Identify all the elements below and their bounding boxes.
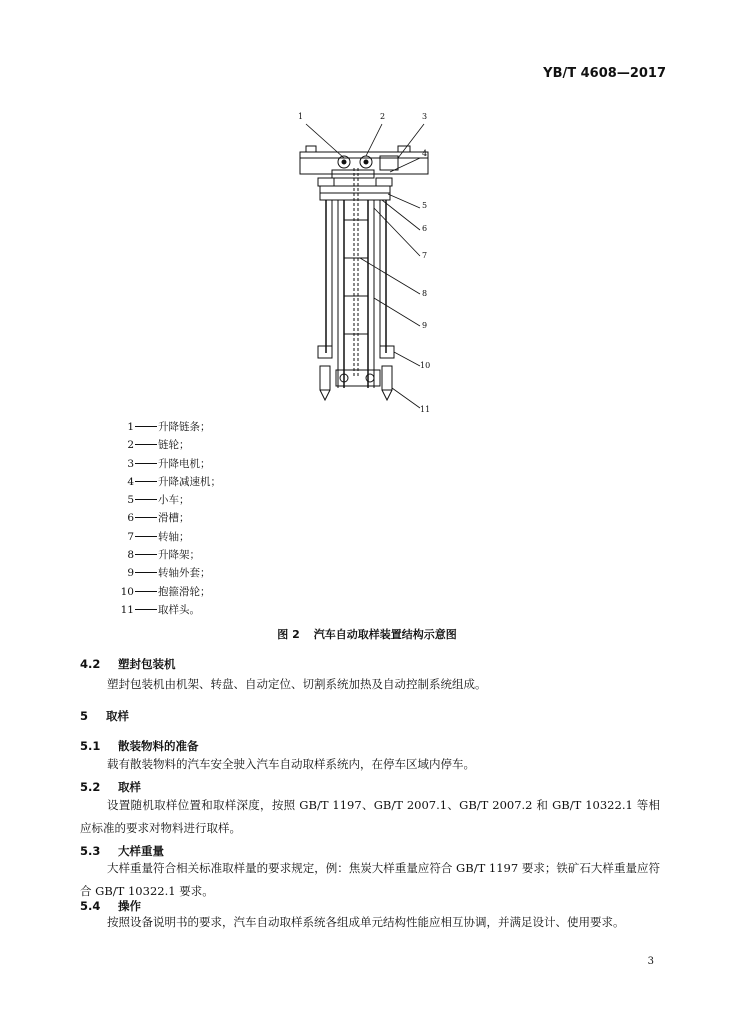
- sampling-device-diagram: [270, 108, 450, 418]
- callout-2: 2: [380, 112, 386, 121]
- sampling-head: [320, 366, 330, 390]
- section-heading-5: 5 取样: [80, 709, 129, 723]
- section-body-5-4: 按照设备说明书的要求，汽车自动取样系统各组成单元结构性能应相互协调，并满足设计、使用要求。: [107, 915, 625, 929]
- legend-item: 6 滑槽；: [127, 512, 190, 525]
- section-body-5-3: 大样重量符合相关标准取样量的要求规定，例：焦炭大样重量应符合 GB/T 1197 要求；铁矿石大样重量应符合 GB/T 10322.1 要求。: [80, 861, 660, 898]
- callout-1: 1: [298, 112, 304, 121]
- callout-4: 4: [422, 149, 428, 158]
- section-heading-5-1: 5.1 散装物料的准备: [80, 739, 199, 753]
- legend-item: 1 升降链条；: [127, 421, 211, 433]
- callout-7: 7: [422, 251, 428, 260]
- standard-code: YB/T 4608—2017: [543, 66, 666, 81]
- section-heading-5-2: 5.2 取样: [80, 780, 141, 794]
- callout-5: 5: [422, 201, 428, 210]
- legend-item: 10 抱箍滑轮；: [120, 585, 211, 598]
- clamp-pulley: [318, 346, 332, 358]
- legend-item: 8 升降架；: [127, 549, 200, 562]
- legend-item: 2 链轮；: [127, 439, 190, 452]
- section-body-5-1: 载有散装物料的汽车安全驶入汽车自动取样系统内，在停车区域内停车。: [107, 757, 475, 771]
- legend-item: 5 小车；: [127, 494, 190, 507]
- section-body-5-2: 设置随机取样位置和取样深度，按照 GB/T 1197、GB/T 2007.1、GB/T 2007.2 和 GB/T 10322.1 等相应标准的要求对物料进行取样。: [80, 798, 660, 835]
- figure-legend: [112, 418, 221, 619]
- callout-11: 11: [420, 405, 431, 414]
- callout-9: 9: [422, 321, 428, 330]
- legend-item: 3 升降电机；: [127, 457, 211, 470]
- section-heading-4-2: 4.2 塑封包装机: [80, 657, 176, 671]
- section-heading-5-3: 5.3 大样重量: [80, 844, 164, 858]
- figure-caption: 图 2 汽车自动取样装置结构示意图: [277, 628, 457, 641]
- callout-10: 10: [420, 361, 431, 370]
- legend-item: 4 升降减速机；: [127, 475, 221, 488]
- callout-8: 8: [422, 289, 428, 298]
- callout-3: 3: [422, 112, 428, 121]
- callout-6: 6: [422, 224, 428, 233]
- section-heading-5-4: 5.4 操作: [80, 899, 141, 913]
- legend-item: 11 取样头。: [120, 603, 200, 616]
- page-number: 3: [647, 956, 654, 967]
- legend-item: 9 转轴外套；: [127, 567, 211, 580]
- legend-item: 7 转轴；: [127, 530, 190, 543]
- section-body-4-2: 塑封包装机由机架、转盘、自动定位、切割系统加热及自动控制系统组成。: [107, 677, 487, 691]
